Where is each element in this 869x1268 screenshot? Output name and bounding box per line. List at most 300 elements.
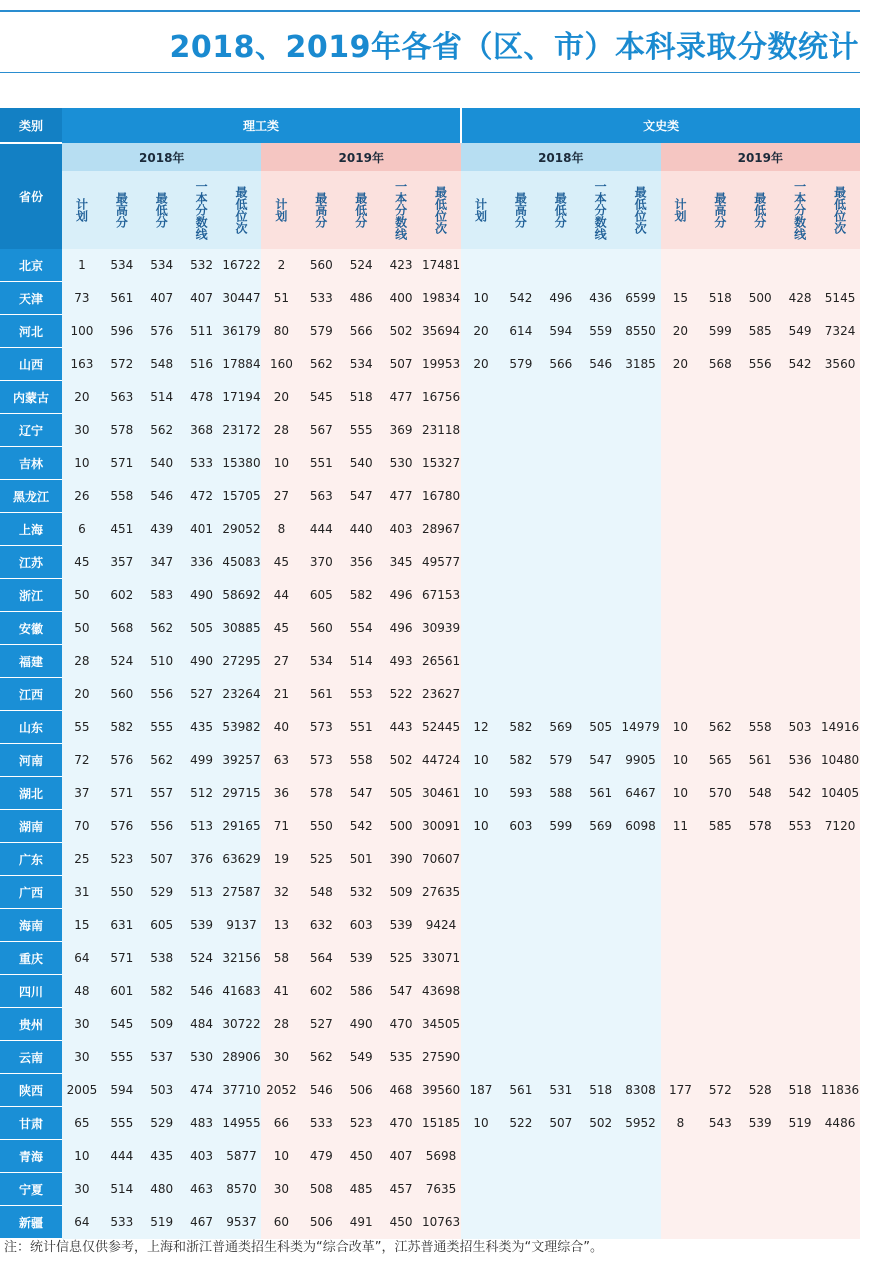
cell-sci18-4: 30885 [222,612,262,645]
cell-sci18-2: 347 [142,546,182,579]
cell-lib19-3 [780,513,820,546]
cell-sci19-4: 16780 [421,480,461,513]
cell-lib19-1: 572 [700,1074,740,1107]
group-header-science: 理工类 [62,108,461,143]
table-row [0,843,860,876]
cell-lib18-1: 579 [501,348,541,381]
province-cell: 福建 [0,645,62,678]
cell-sci19-3: 493 [381,645,421,678]
cell-sci19-3: 407 [381,1140,421,1173]
cell-lib18-0 [461,876,501,909]
cell-lib18-1 [501,447,541,480]
cell-lib19-4 [820,1008,860,1041]
cell-sci19-0: 160 [261,348,301,381]
cell-lib18-2: 569 [541,711,581,744]
cell-lib18-4 [621,645,661,678]
cell-sci18-4: 9137 [222,909,262,942]
cell-sci18-3: 407 [182,282,222,315]
column-header-sci18-1: 最高分 [102,171,142,249]
cell-lib19-0: 177 [661,1074,701,1107]
table-row [0,975,860,1008]
cell-lib18-1: 522 [501,1107,541,1140]
cell-sci19-1: 573 [301,711,341,744]
cell-sci18-4: 9537 [222,1206,262,1239]
cell-lib19-2 [740,1140,780,1173]
cell-sci19-4: 27635 [421,876,461,909]
cell-lib19-3 [780,1140,820,1173]
cell-sci18-3: 511 [182,315,222,348]
cell-sci18-4: 27587 [222,876,262,909]
cell-sci19-2: 501 [341,843,381,876]
cell-sci18-1: 558 [102,480,142,513]
cell-lib19-1 [700,480,740,513]
cell-sci19-0: 28 [261,1008,301,1041]
cell-lib19-2 [740,414,780,447]
cell-lib19-0 [661,381,701,414]
province-cell: 宁夏 [0,1173,62,1206]
cell-lib19-1 [700,909,740,942]
cell-sci18-2: 605 [142,909,182,942]
cell-lib18-4 [621,975,661,1008]
cell-lib18-3 [581,513,621,546]
cell-lib19-0 [661,480,701,513]
cell-sci19-4: 7635 [421,1173,461,1206]
cell-sci19-3: 470 [381,1107,421,1140]
cell-lib18-2 [541,612,581,645]
cell-sci19-0: 10 [261,1140,301,1173]
cell-lib18-4 [621,1173,661,1206]
cell-sci19-3: 502 [381,315,421,348]
cell-sci18-2: 503 [142,1074,182,1107]
cell-lib19-2 [740,1008,780,1041]
cell-sci19-1: 444 [301,513,341,546]
cell-lib19-0: 10 [661,744,701,777]
cell-sci19-2: 491 [341,1206,381,1239]
cell-lib18-0 [461,1173,501,1206]
cell-sci19-4: 43698 [421,975,461,1008]
cell-lib19-2: 500 [740,282,780,315]
cell-lib19-0: 11 [661,810,701,843]
cell-lib19-0 [661,942,701,975]
table-row [0,645,860,678]
cell-sci18-2: 562 [142,414,182,447]
cell-sci18-1: 444 [102,1140,142,1173]
column-header-lib18-1: 最高分 [501,171,541,249]
cell-sci18-4: 63629 [222,843,262,876]
cell-sci18-2: 555 [142,711,182,744]
cell-sci18-1: 571 [102,777,142,810]
cell-lib19-1: 599 [700,315,740,348]
cell-sci19-2: 450 [341,1140,381,1173]
cell-sci18-3: 513 [182,876,222,909]
cell-lib18-4: 6098 [621,810,661,843]
cell-lib19-3 [780,249,820,282]
cell-lib19-0 [661,414,701,447]
cell-sci19-4: 23118 [421,414,461,447]
cell-sci18-1: 550 [102,876,142,909]
cell-sci19-1: 560 [301,612,341,645]
column-header-sci19-3: 一本分数线 [381,171,421,249]
province-cell: 甘肃 [0,1107,62,1140]
cell-lib18-3 [581,381,621,414]
province-header: 省份 [0,143,62,249]
cell-sci18-1: 572 [102,348,142,381]
cell-lib18-4 [621,678,661,711]
cell-lib19-3 [780,579,820,612]
cell-sci19-2: 534 [341,348,381,381]
cell-sci18-0: 30 [62,414,102,447]
cell-sci18-0: 73 [62,282,102,315]
cell-lib18-0 [461,513,501,546]
cell-lib19-2 [740,579,780,612]
cell-sci19-1: 545 [301,381,341,414]
cell-lib18-1 [501,579,541,612]
cell-lib19-3: 503 [780,711,820,744]
cell-lib19-0 [661,612,701,645]
cell-sci18-4: 29165 [222,810,262,843]
cell-sci18-2: 529 [142,876,182,909]
column-header-lib18-0: 计划 [461,171,501,249]
table-row [0,1140,860,1173]
cell-sci19-2: 524 [341,249,381,282]
cell-lib19-4 [820,645,860,678]
cell-lib19-2: 548 [740,777,780,810]
province-cell: 湖南 [0,810,62,843]
cell-lib18-3: 502 [581,1107,621,1140]
cell-sci19-0: 2 [261,249,301,282]
table-row [0,810,860,843]
cell-sci18-2: 529 [142,1107,182,1140]
cell-lib18-4 [621,1140,661,1173]
cell-sci18-3: 463 [182,1173,222,1206]
cell-lib19-4: 7324 [820,315,860,348]
cell-lib18-3 [581,909,621,942]
column-header-lib18-3: 一本分数线 [581,171,621,249]
cell-lib19-4: 11836 [820,1074,860,1107]
cell-lib18-2 [541,975,581,1008]
cell-sci18-2: 562 [142,744,182,777]
cell-lib19-3 [780,612,820,645]
cell-lib19-0 [661,546,701,579]
cell-sci19-3: 369 [381,414,421,447]
cell-sci19-4: 19953 [421,348,461,381]
group-header-liberal: 文史类 [461,108,860,143]
cell-lib18-3 [581,447,621,480]
cell-sci18-3: 467 [182,1206,222,1239]
cell-lib18-4 [621,612,661,645]
province-cell: 重庆 [0,942,62,975]
cell-sci19-0: 10 [261,447,301,480]
column-header-sci19-1: 最高分 [301,171,341,249]
cell-lib18-4 [621,513,661,546]
cell-lib19-3 [780,876,820,909]
cell-lib19-3: 542 [780,777,820,810]
cell-sci19-1: 602 [301,975,341,1008]
province-cell: 浙江 [0,579,62,612]
cell-lib18-0 [461,447,501,480]
cell-sci18-4: 39257 [222,744,262,777]
cell-lib18-2 [541,480,581,513]
cell-lib19-4 [820,480,860,513]
cell-sci19-0: 58 [261,942,301,975]
cell-sci19-2: 554 [341,612,381,645]
cell-lib19-0: 10 [661,777,701,810]
cell-lib19-3 [780,1173,820,1206]
cell-sci18-4: 30722 [222,1008,262,1041]
cell-sci19-0: 32 [261,876,301,909]
cell-sci19-0: 45 [261,546,301,579]
cell-sci19-4: 70607 [421,843,461,876]
cell-lib18-1 [501,876,541,909]
cell-lib19-0 [661,249,701,282]
cell-sci18-0: 31 [62,876,102,909]
cell-sci19-3: 522 [381,678,421,711]
cell-lib18-1 [501,414,541,447]
cell-sci18-0: 10 [62,1140,102,1173]
cell-lib18-0 [461,579,501,612]
province-cell: 贵州 [0,1008,62,1041]
cell-sci18-4: 17194 [222,381,262,414]
cell-lib18-1: 542 [501,282,541,315]
cell-sci19-4: 30461 [421,777,461,810]
cell-lib18-0 [461,1140,501,1173]
cell-sci19-4: 44724 [421,744,461,777]
cell-sci18-4: 45083 [222,546,262,579]
cell-sci18-3: 403 [182,1140,222,1173]
cell-lib19-1 [700,381,740,414]
cell-sci19-0: 63 [261,744,301,777]
cell-sci18-0: 6 [62,513,102,546]
cell-lib19-3 [780,975,820,1008]
cell-lib18-3 [581,1206,621,1239]
cell-sci18-0: 45 [62,546,102,579]
cell-sci18-1: 571 [102,942,142,975]
cell-lib19-2 [740,909,780,942]
cell-lib19-0 [661,645,701,678]
cell-lib19-1 [700,513,740,546]
cell-sci18-0: 64 [62,942,102,975]
cell-sci19-4: 9424 [421,909,461,942]
cell-sci18-4: 29715 [222,777,262,810]
cell-lib18-0 [461,546,501,579]
cell-sci18-3: 512 [182,777,222,810]
cell-lib18-4 [621,546,661,579]
cell-sci18-1: 576 [102,744,142,777]
cell-lib18-4 [621,249,661,282]
cell-sci19-3: 400 [381,282,421,315]
cell-sci18-1: 514 [102,1173,142,1206]
cell-lib18-4: 6599 [621,282,661,315]
cell-sci18-4: 16722 [222,249,262,282]
cell-lib18-1 [501,975,541,1008]
cell-sci18-2: 576 [142,315,182,348]
cell-sci19-0: 36 [261,777,301,810]
cell-sci19-1: 564 [301,942,341,975]
cell-sci18-3: 490 [182,579,222,612]
cell-lib18-2 [541,1008,581,1041]
cell-lib19-3 [780,1008,820,1041]
cell-sci18-3: 505 [182,612,222,645]
cell-sci18-1: 561 [102,282,142,315]
cell-sci18-1: 571 [102,447,142,480]
cell-sci19-4: 17481 [421,249,461,282]
cell-lib18-3: 546 [581,348,621,381]
table-row [0,381,860,414]
cell-lib18-4: 6467 [621,777,661,810]
cell-sci19-1: 370 [301,546,341,579]
province-cell: 四川 [0,975,62,1008]
cell-lib18-3 [581,249,621,282]
cell-sci18-1: 555 [102,1041,142,1074]
cell-sci19-0: 41 [261,975,301,1008]
cell-sci19-3: 535 [381,1041,421,1074]
province-cell: 湖北 [0,777,62,810]
cell-lib18-0: 10 [461,810,501,843]
cell-lib18-1 [501,843,541,876]
cell-sci18-0: 37 [62,777,102,810]
cell-sci18-1: 578 [102,414,142,447]
cell-lib18-3 [581,546,621,579]
cell-sci18-2: 509 [142,1008,182,1041]
cell-lib19-4 [820,612,860,645]
cell-lib18-3: 559 [581,315,621,348]
cell-lib19-0 [661,513,701,546]
cell-lib18-2: 496 [541,282,581,315]
cell-sci19-2: 523 [341,1107,381,1140]
cell-lib18-2 [541,942,581,975]
cell-lib19-2 [740,480,780,513]
cell-lib18-3 [581,942,621,975]
cell-lib19-0 [661,876,701,909]
cell-sci19-1: 546 [301,1074,341,1107]
cell-sci19-3: 539 [381,909,421,942]
cell-sci19-3: 530 [381,447,421,480]
cell-lib18-2 [541,1173,581,1206]
cell-sci18-2: 407 [142,282,182,315]
cell-sci18-3: 368 [182,414,222,447]
cell-lib19-0 [661,1206,701,1239]
cell-lib18-0: 10 [461,744,501,777]
cell-lib19-4 [820,579,860,612]
cell-sci18-4: 30447 [222,282,262,315]
cell-sci19-2: 549 [341,1041,381,1074]
cell-sci19-0: 30 [261,1173,301,1206]
cell-lib19-3 [780,843,820,876]
cell-lib18-3 [581,1140,621,1173]
cell-sci19-3: 500 [381,810,421,843]
column-header-sci18-0: 计划 [62,171,102,249]
cell-lib19-1 [700,975,740,1008]
cell-sci18-2: 557 [142,777,182,810]
cell-sci19-3: 496 [381,579,421,612]
cell-sci18-0: 10 [62,447,102,480]
cell-lib19-2: 585 [740,315,780,348]
cell-lib19-3 [780,1206,820,1239]
cell-sci18-2: 538 [142,942,182,975]
cell-lib18-2 [541,678,581,711]
cell-sci19-4: 15185 [421,1107,461,1140]
cell-lib19-4 [820,1206,860,1239]
cell-lib18-2: 599 [541,810,581,843]
cell-lib19-4: 14916 [820,711,860,744]
cell-sci19-1: 479 [301,1140,341,1173]
table-row [0,480,860,513]
cell-sci18-0: 163 [62,348,102,381]
column-header-lib19-2: 最低分 [740,171,780,249]
table-row [0,612,860,645]
cell-sci18-1: 594 [102,1074,142,1107]
cell-sci19-3: 477 [381,480,421,513]
cell-lib18-2 [541,513,581,546]
cell-sci19-3: 505 [381,777,421,810]
cell-lib19-0 [661,1173,701,1206]
table-row [0,909,860,942]
cell-lib19-1 [700,414,740,447]
cell-lib18-0: 10 [461,282,501,315]
cell-sci18-2: 534 [142,249,182,282]
cell-lib19-4 [820,513,860,546]
cell-lib19-1: 565 [700,744,740,777]
cell-lib19-0: 10 [661,711,701,744]
cell-sci18-4: 29052 [222,513,262,546]
cell-lib19-0: 15 [661,282,701,315]
cell-sci18-3: 532 [182,249,222,282]
cell-lib19-1: 568 [700,348,740,381]
cell-sci19-0: 20 [261,381,301,414]
cell-lib19-2 [740,381,780,414]
cell-lib18-1: 561 [501,1074,541,1107]
cell-lib18-4 [621,942,661,975]
cell-lib18-0 [461,480,501,513]
table-row [0,414,860,447]
cell-sci19-4: 10763 [421,1206,461,1239]
cell-sci18-4: 15380 [222,447,262,480]
cell-sci18-4: 23264 [222,678,262,711]
cell-sci19-3: 509 [381,876,421,909]
cell-lib19-4: 7120 [820,810,860,843]
cell-sci19-4: 28967 [421,513,461,546]
cell-sci19-3: 502 [381,744,421,777]
cell-lib19-1 [700,1041,740,1074]
cell-lib18-2 [541,381,581,414]
title-top-line [0,10,860,12]
cell-lib19-4: 10480 [820,744,860,777]
cell-sci19-4: 27590 [421,1041,461,1074]
cell-sci19-0: 80 [261,315,301,348]
province-cell: 辽宁 [0,414,62,447]
cell-lib18-3 [581,612,621,645]
cell-lib19-3 [780,1041,820,1074]
cell-lib19-4 [820,447,860,480]
cell-sci19-4: 33071 [421,942,461,975]
province-cell: 上海 [0,513,62,546]
column-header-sci18-2: 最低分 [142,171,182,249]
cell-sci19-4: 39560 [421,1074,461,1107]
cell-lib19-4 [820,678,860,711]
cell-sci19-3: 507 [381,348,421,381]
cell-sci19-0: 60 [261,1206,301,1239]
admission-score-table [0,108,860,1239]
province-cell: 广东 [0,843,62,876]
cell-sci18-0: 50 [62,612,102,645]
cell-sci19-2: 532 [341,876,381,909]
cell-lib19-1 [700,612,740,645]
cell-sci18-4: 58692 [222,579,262,612]
province-cell: 天津 [0,282,62,315]
cell-lib18-3 [581,975,621,1008]
cell-lib18-2 [541,1206,581,1239]
province-cell: 黑龙江 [0,480,62,513]
